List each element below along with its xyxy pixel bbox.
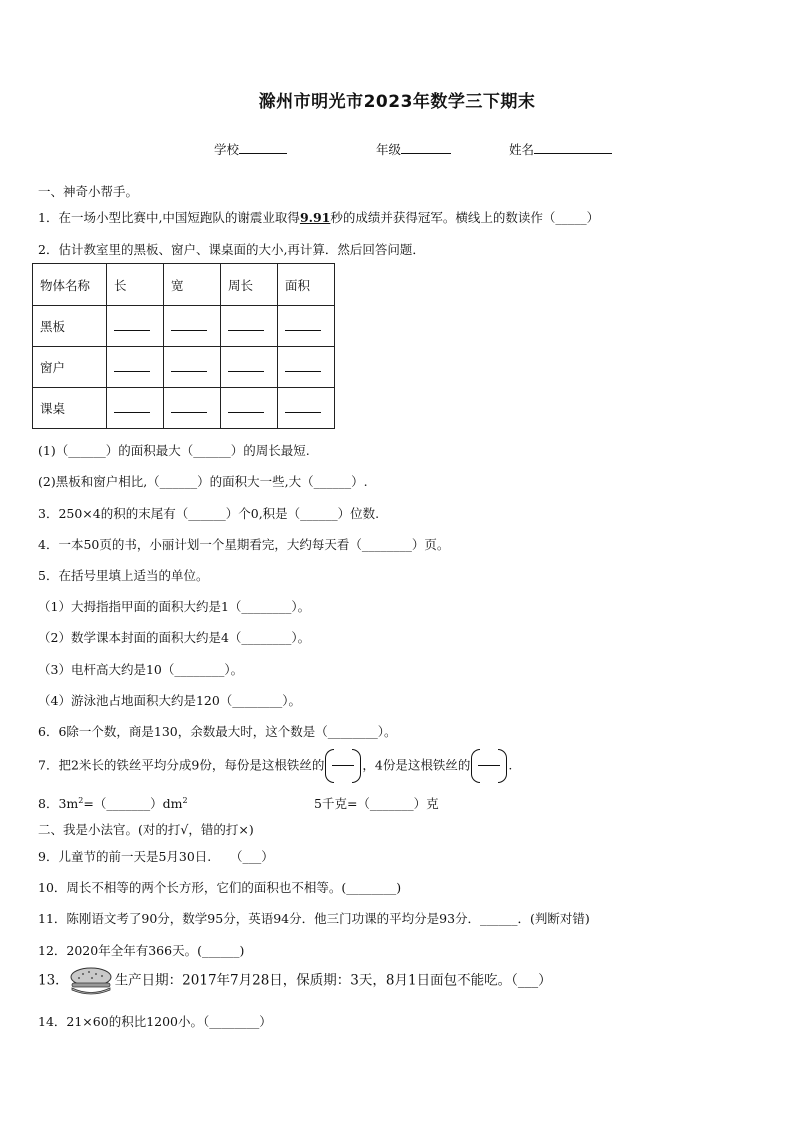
question-11: 11．陈刚语文考了90分，数学95分，英语94分．他三门功课的平均分是93分．______．(判断对错) bbox=[38, 911, 590, 926]
question-6: 6．6除一个数，商是130，余数最大时，这个数是（________）。 bbox=[38, 724, 397, 739]
table-header-cell: 面积 bbox=[278, 264, 335, 306]
table-row bbox=[33, 306, 335, 347]
answer-blank[interactable] bbox=[164, 347, 221, 388]
table-header-cell: 长 bbox=[107, 264, 164, 306]
question-5: 5．在括号里填上适当的单位。 bbox=[38, 568, 209, 583]
question-2-part-2: (2)黑板和窗户相比,（______）的面积大一些,大（______）. bbox=[38, 474, 368, 489]
school-field[interactable] bbox=[214, 140, 287, 158]
underlined-number: 9.91 bbox=[299, 210, 331, 225]
school-label: 学校 bbox=[214, 142, 240, 157]
estimate-table bbox=[32, 263, 335, 429]
answer-blank[interactable] bbox=[221, 388, 278, 429]
question-14: 14．21×60的积比1200小。（________） bbox=[38, 1014, 272, 1029]
question-5-part-1: （1）大拇指指甲面的面积大约是1（________）。 bbox=[38, 599, 311, 614]
table-header-cell: 宽 bbox=[164, 264, 221, 306]
row-label: 黑板 bbox=[33, 306, 107, 347]
grade-label: 年级 bbox=[376, 142, 402, 157]
fraction-blank[interactable] bbox=[325, 749, 361, 783]
row-label: 窗户 bbox=[33, 347, 107, 388]
question-5-part-2: （2）数学课本封面的面积大约是4（________）。 bbox=[38, 630, 311, 645]
answer-blank[interactable] bbox=[278, 388, 335, 429]
question-3: 3．250×4的积的末尾有（______）个0,积是（______）位数. bbox=[38, 506, 380, 521]
question-8: 8．$3m^2=(\_\_\_\_\_\_\_)dm^2$ bbox=[38, 795, 188, 811]
name-label: 姓名 bbox=[509, 142, 535, 157]
fraction-blank[interactable] bbox=[471, 749, 507, 783]
table-row bbox=[33, 388, 335, 429]
answer-blank[interactable] bbox=[221, 306, 278, 347]
question-9: 9．儿童节的前一天是5月30日. （___） bbox=[38, 849, 274, 864]
question-12: 12．2020年全年有366天。(______) bbox=[38, 943, 245, 958]
answer-blank[interactable] bbox=[164, 306, 221, 347]
page-title: 滁州市明光市2023年数学三下期末 bbox=[258, 92, 536, 112]
section-1-heading: 一、神奇小帮手。 bbox=[38, 184, 139, 199]
row-label: 课桌 bbox=[33, 388, 107, 429]
question-5-part-4: （4）游泳池占地面积大约是120（________）。 bbox=[38, 693, 302, 708]
table-header-cell: 物体名称 bbox=[33, 264, 107, 306]
question-5-part-3: （3）电杆高大约是10（________）。 bbox=[38, 662, 244, 677]
table-header-cell: 周长 bbox=[221, 264, 278, 306]
question-1: 1．在一场小型比赛中,中国短跑队的谢震业取得9.91秒的成绩并获得冠军。横线上的数读作（_____） bbox=[38, 210, 600, 225]
table-row bbox=[33, 347, 335, 388]
answer-blank[interactable] bbox=[107, 347, 164, 388]
table-header-row bbox=[33, 264, 335, 306]
question-10: 10．周长不相等的两个长方形，它们的面积也不相等。(________) bbox=[38, 880, 402, 895]
answer-blank[interactable] bbox=[278, 306, 335, 347]
question-8-part-2: 5千克=（_______）克 bbox=[314, 796, 439, 811]
answer-blank[interactable] bbox=[164, 388, 221, 429]
answer-blank[interactable] bbox=[278, 347, 335, 388]
answer-blank[interactable] bbox=[107, 388, 164, 429]
answer-blank[interactable] bbox=[107, 306, 164, 347]
section-2-heading: 二、我是小法官。(对的打√，错的打×) bbox=[38, 822, 254, 837]
question-2: 2．估计教室里的黑板、窗户、课桌面的大小,再计算．然后回答问题． bbox=[38, 242, 425, 257]
question-4: 4．一本50页的书，小丽计划一个星期看完，大约每天看（________）页。 bbox=[38, 537, 450, 552]
grade-field[interactable] bbox=[376, 140, 451, 158]
name-field[interactable] bbox=[509, 140, 612, 158]
question-13: 13． 生产日期：2017年7月28日，保质期：3天，8月1日面包不能吃。（___） bbox=[38, 966, 552, 996]
question-2-part-1: (1)（______）的面积最大（______）的周长最短. bbox=[38, 443, 310, 458]
answer-blank[interactable] bbox=[221, 347, 278, 388]
question-7: 7．把2米长的铁丝平均分成9份，每份是这根铁丝的 ，4份是这根铁丝的 . bbox=[38, 749, 512, 783]
bread-icon bbox=[69, 966, 113, 996]
